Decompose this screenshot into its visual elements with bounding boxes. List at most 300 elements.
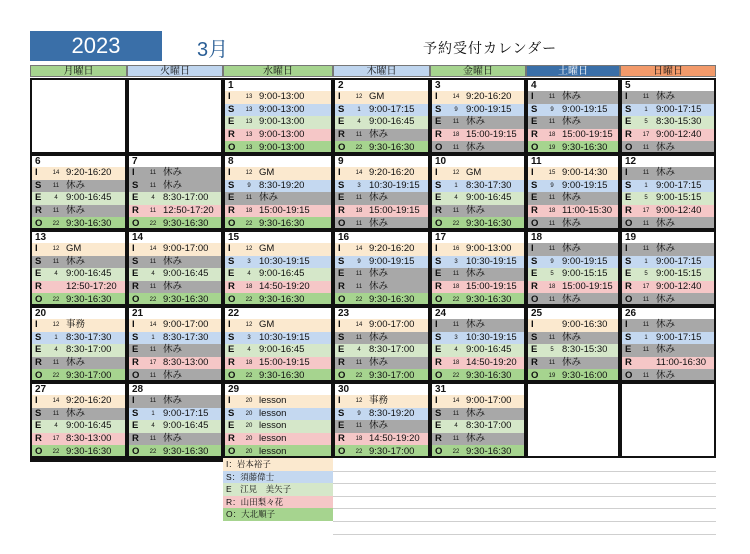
staff-initial: E [531, 268, 538, 280]
day-number: 4 [531, 80, 537, 91]
day-cell[interactable] [526, 154, 620, 230]
year-label: 2023 [30, 31, 162, 61]
shift-time: 休み [562, 116, 582, 128]
day-number: 22 [228, 308, 240, 319]
staff-initial: S [228, 103, 235, 115]
shift-code: 14 [52, 398, 60, 405]
shift-row [528, 205, 618, 218]
staff-initial: O [338, 217, 346, 229]
shift-time: 休み [562, 243, 582, 255]
day-number: 23 [338, 308, 350, 319]
staff-initial: O [435, 369, 443, 381]
shift-row [335, 281, 428, 294]
shift-time: 9:20-16:20 [369, 167, 415, 179]
shift-time: 14:50-19:20 [369, 433, 420, 445]
shift-code: 22 [52, 372, 60, 379]
shift-code: 11 [642, 347, 650, 354]
shift-time: 9:00-16:45 [66, 268, 112, 280]
day-cell[interactable] [223, 306, 333, 382]
shift-time: 休み [656, 217, 676, 229]
shift-time: 15:00-19:15 [562, 281, 613, 293]
day-cell[interactable] [223, 382, 333, 458]
shift-time: 休み [163, 281, 183, 293]
staff-initial: R [531, 205, 538, 217]
staff-initial: S [35, 179, 42, 191]
shift-code: 11 [548, 296, 556, 303]
shift-row [32, 281, 125, 294]
shift-time: 8:30-19:20 [259, 179, 305, 191]
day-number: 27 [35, 384, 47, 395]
shift-row [335, 357, 428, 370]
shift-time: 10:30-19:15 [466, 255, 517, 267]
staff-initial: E [625, 116, 632, 128]
day-cell[interactable] [127, 230, 223, 306]
day-number: 3 [435, 80, 441, 91]
shift-code: 9 [550, 258, 554, 265]
day-cell[interactable] [620, 154, 716, 230]
shift-time: 9:00-19:15 [562, 255, 608, 267]
shift-time: lesson [259, 433, 287, 445]
shift-time: 休み [369, 331, 389, 343]
shift-time: 休み [466, 407, 486, 419]
shift-row [622, 256, 714, 269]
shift-code: 18 [245, 360, 253, 367]
shift-code: 18 [245, 208, 253, 215]
shift-row [622, 192, 714, 205]
shift-code: 12 [355, 398, 363, 405]
staff-initial: O [625, 293, 633, 305]
staff-initial: I [625, 167, 628, 179]
day-number: 21 [132, 308, 144, 319]
shift-code: 4 [151, 423, 155, 430]
staff-initial: S [132, 179, 139, 191]
day-cell[interactable] [30, 382, 127, 458]
shift-row [32, 445, 125, 458]
staff-initial: I [35, 167, 38, 179]
staff-initial: O [338, 141, 346, 153]
staff-initial: S [435, 255, 442, 267]
staff-initial: E [132, 420, 139, 432]
day-cell[interactable] [127, 154, 223, 230]
shift-time: 9:00-12:40 [656, 205, 702, 217]
shift-time: 休み [656, 293, 676, 305]
shift-time: 休み [656, 91, 676, 103]
shift-time: 9:00-17:15 [163, 407, 209, 419]
shift-time: 休み [163, 344, 183, 356]
shift-code: 3 [247, 258, 251, 265]
shift-time: 9:30-16:30 [259, 217, 305, 229]
empty-day-cell [127, 458, 223, 462]
shift-row [32, 319, 125, 332]
note-line [333, 521, 716, 522]
shift-row [432, 369, 524, 382]
shift-row [335, 141, 428, 154]
staff-initial: S [132, 407, 139, 419]
shift-row [32, 167, 125, 180]
staff-initial: E [338, 268, 345, 280]
day-cell[interactable] [430, 230, 526, 306]
shift-code: 3 [454, 334, 458, 341]
shift-row [528, 256, 618, 269]
shift-row [129, 408, 221, 421]
shift-time: 8:30-19:20 [369, 407, 415, 419]
day-number: 5 [625, 80, 631, 91]
shift-time: 9:30-16:30 [163, 445, 209, 457]
shift-row [432, 192, 524, 205]
month-label: 3月 [197, 39, 229, 61]
shift-code: 13 [245, 132, 253, 139]
shift-row [129, 205, 221, 218]
shift-time: 休み [562, 357, 582, 369]
staff-initial: I [338, 319, 341, 331]
shift-code: 13 [245, 119, 253, 126]
shift-time: 8:30-17:30 [163, 331, 209, 343]
shift-time: 8:30-17:00 [66, 344, 112, 356]
shift-code: 11 [52, 360, 60, 367]
shift-code: 22 [149, 448, 157, 455]
day-cell[interactable] [430, 306, 526, 382]
day-number: 20 [35, 308, 47, 319]
shift-row [335, 256, 428, 269]
shift-code: 4 [357, 119, 361, 126]
shift-time: 休み [656, 141, 676, 153]
staff-initial: O [228, 293, 236, 305]
day-cell[interactable] [127, 382, 223, 458]
day-cell[interactable] [223, 154, 333, 230]
staff-initial: R [35, 281, 42, 293]
day-cell[interactable] [526, 78, 620, 154]
shift-code: 4 [151, 271, 155, 278]
shift-code: 11 [452, 144, 460, 151]
shift-row [335, 205, 428, 218]
shift-time: 休み [66, 179, 86, 191]
shift-code: 18 [245, 284, 253, 291]
shift-time: 休み [163, 255, 183, 267]
staff-initial: I [132, 167, 135, 179]
staff-initial: E [132, 344, 139, 356]
staff-initial: O [35, 293, 43, 305]
shift-row [622, 344, 714, 357]
shift-row [32, 293, 125, 306]
staff-initial: S [35, 255, 42, 267]
shift-code: 11 [355, 423, 363, 430]
shift-time: 休み [163, 433, 183, 445]
shift-time: 9:30-16:30 [66, 445, 112, 457]
shift-row [622, 180, 714, 193]
shift-time: 9:00-15:15 [656, 192, 702, 204]
day-cell[interactable] [430, 154, 526, 230]
staff-initial: I [228, 91, 231, 103]
staff-initial: E [435, 116, 442, 128]
shift-code: 9 [550, 106, 554, 113]
day-number: 15 [228, 232, 240, 243]
shift-row [129, 395, 221, 408]
shift-code: 22 [245, 220, 253, 227]
day-cell[interactable] [333, 154, 430, 230]
staff-initial: O [625, 369, 633, 381]
legend-item: S：須藤偉士 [223, 471, 333, 484]
shift-row [335, 445, 428, 458]
shift-code: 22 [355, 372, 363, 379]
shift-row [528, 281, 618, 294]
staff-initial: R [35, 205, 42, 217]
day-cell[interactable] [430, 382, 526, 458]
shift-row [432, 395, 524, 408]
shift-code: 11 [642, 170, 650, 177]
day-number: 30 [338, 384, 350, 395]
shift-time: 9:30-16:30 [466, 445, 512, 457]
shift-time: 9:00-17:00 [369, 319, 415, 331]
day-number: 17 [435, 232, 447, 243]
shift-time: 9:30-16:30 [163, 293, 209, 305]
shift-code: 20 [245, 448, 253, 455]
shift-code: 4 [454, 195, 458, 202]
shift-code: 4 [54, 423, 58, 430]
staff-initial: E [338, 344, 345, 356]
shift-time: 10:30-19:15 [369, 179, 420, 191]
shift-code: 1 [644, 258, 648, 265]
shift-time: 休み [369, 192, 389, 204]
shift-time: 休み [562, 293, 582, 305]
shift-time: 9:30-16:00 [562, 369, 608, 381]
shift-code: 11 [548, 94, 556, 101]
staff-initial: E [625, 268, 632, 280]
shift-code: 22 [452, 448, 460, 455]
staff-initial: E [435, 420, 442, 432]
staff-initial: R [435, 281, 442, 293]
shift-time: 9:00-16:45 [466, 344, 512, 356]
day-cell[interactable] [223, 230, 333, 306]
shift-code: 1 [151, 410, 155, 417]
note-line [333, 508, 716, 509]
staff-initial: S [338, 103, 345, 115]
day-number: 26 [625, 308, 637, 319]
day-cell[interactable] [333, 382, 430, 458]
shift-row [225, 217, 331, 230]
shift-row [225, 408, 331, 421]
shift-time: 10:30-19:15 [259, 255, 310, 267]
day-cell[interactable] [30, 306, 127, 382]
shift-code: 4 [454, 423, 458, 430]
shift-time: 9:00-16:30 [562, 319, 608, 331]
day-number: 12 [625, 156, 637, 167]
shift-time: 休み [66, 357, 86, 369]
shift-time: 9:30-17:00 [369, 369, 415, 381]
shift-row [622, 141, 714, 154]
shift-row [432, 91, 524, 104]
shift-code: 13 [245, 94, 253, 101]
shift-time: 9:30-16:30 [66, 217, 112, 229]
day-number: 7 [132, 156, 138, 167]
day-cell[interactable] [620, 78, 716, 154]
shift-time: 9:30-16:30 [562, 141, 608, 153]
day-cell[interactable] [333, 230, 430, 306]
shift-row [32, 268, 125, 281]
shift-time: 9:30-17:00 [66, 369, 112, 381]
shift-row [32, 205, 125, 218]
day-cell[interactable] [430, 78, 526, 154]
shift-time: 9:00-13:00 [259, 141, 305, 153]
day-number: 11 [531, 156, 542, 167]
staff-initial: S [132, 255, 139, 267]
staff-initial: O [35, 445, 43, 457]
weekday-header: 火曜日 [127, 65, 223, 77]
shift-row [432, 243, 524, 256]
shift-time: 9:20-16:20 [66, 167, 112, 179]
shift-code: 11 [642, 144, 650, 151]
shift-code: 11 [149, 182, 157, 189]
day-number: 18 [531, 232, 543, 243]
shift-code: 11 [355, 284, 363, 291]
shift-time: 9:00-19:15 [369, 255, 415, 267]
shift-time: 9:00-17:15 [656, 331, 702, 343]
shift-time: 休み [656, 243, 676, 255]
shift-time: 9:30-16:30 [466, 217, 512, 229]
shift-code: 22 [149, 296, 157, 303]
day-cell[interactable] [620, 306, 716, 382]
staff-initial: O [132, 369, 140, 381]
staff-initial: S [338, 407, 345, 419]
shift-row [225, 319, 331, 332]
shift-code: 11 [355, 360, 363, 367]
shift-time: GM [259, 167, 275, 179]
day-number: 29 [228, 384, 240, 395]
shift-code: 11 [452, 410, 460, 417]
shift-time: 休み [656, 344, 676, 356]
day-cell[interactable] [333, 306, 430, 382]
day-number: 28 [132, 384, 144, 395]
shift-row [432, 445, 524, 458]
staff-initial: R [132, 205, 139, 217]
shift-code: 11 [642, 220, 650, 227]
day-cell[interactable] [30, 230, 127, 306]
shift-time: 10:30-19:15 [259, 331, 310, 343]
staff-initial: I [435, 395, 438, 407]
day-cell[interactable] [620, 230, 716, 306]
shift-time: 9:20-16:20 [466, 91, 512, 103]
shift-row [129, 281, 221, 294]
shift-time: 9:00-19:15 [562, 179, 608, 191]
day-number: 9 [338, 156, 344, 167]
shift-row [432, 167, 524, 180]
day-cell[interactable] [127, 306, 223, 382]
staff-initial: E [35, 268, 42, 280]
shift-time: 休み [369, 357, 389, 369]
shift-row [32, 408, 125, 421]
shift-code: 9 [247, 182, 251, 189]
day-cell[interactable] [526, 230, 620, 306]
shift-row [32, 192, 125, 205]
shift-time: 9:30-16:30 [466, 369, 512, 381]
shift-row [225, 268, 331, 281]
shift-row [225, 433, 331, 446]
shift-code: 14 [355, 322, 363, 329]
shift-time: GM [259, 319, 275, 331]
staff-initial: R [531, 357, 538, 369]
shift-row [432, 268, 524, 281]
shift-time: 9:00-19:15 [466, 103, 512, 115]
day-number: 2 [338, 80, 344, 91]
day-cell[interactable] [223, 78, 333, 154]
shift-time: 8:30-17:30 [66, 331, 112, 343]
day-cell[interactable] [526, 306, 620, 382]
staff-initial: O [338, 369, 346, 381]
staff-initial: O [338, 445, 346, 457]
staff-initial: S [435, 407, 442, 419]
staff-initial: E [625, 344, 632, 356]
shift-code: 11 [642, 372, 650, 379]
staff-initial: O [435, 445, 443, 457]
staff-initial: I [338, 167, 341, 179]
day-cell[interactable] [30, 154, 127, 230]
shift-code: 5 [644, 119, 648, 126]
staff-initial: R [338, 205, 345, 217]
shift-code: 1 [644, 334, 648, 341]
shift-time: 9:00-15:15 [562, 268, 608, 280]
shift-row [528, 129, 618, 142]
shift-row [432, 281, 524, 294]
staff-initial: I [435, 91, 438, 103]
shift-code: 11 [452, 436, 460, 443]
shift-time: 休み [466, 268, 486, 280]
shift-code: 9 [357, 410, 361, 417]
day-number: 14 [132, 232, 144, 243]
shift-time: 9:00-17:15 [656, 179, 702, 191]
staff-initial: S [531, 331, 538, 343]
shift-code: 1 [54, 334, 58, 341]
staff-initial: R [531, 129, 538, 141]
shift-code: 11 [52, 410, 60, 417]
shift-time: GM [259, 243, 275, 255]
shift-row [225, 281, 331, 294]
shift-row [335, 180, 428, 193]
shift-time: lesson [259, 445, 287, 457]
staff-initial: S [625, 103, 632, 115]
shift-time: 12:50-17:20 [163, 205, 214, 217]
shift-row [622, 281, 714, 294]
staff-initial: O [435, 141, 443, 153]
staff-initial: O [435, 293, 443, 305]
shift-time: 9:00-16:45 [66, 192, 112, 204]
shift-row [32, 344, 125, 357]
shift-time: 11:00-16:30 [656, 357, 707, 369]
staff-initial: S [625, 255, 632, 267]
staff-initial: R [35, 433, 42, 445]
shift-code: 9 [550, 182, 554, 189]
shift-code: 13 [245, 106, 253, 113]
shift-code: 5 [644, 195, 648, 202]
staff-initial: S [531, 103, 538, 115]
empty-day-cell [30, 78, 127, 154]
shift-row [32, 420, 125, 433]
day-cell[interactable] [333, 78, 430, 154]
shift-code: 4 [54, 347, 58, 354]
shift-code: 12 [52, 322, 60, 329]
staff-initial: R [435, 357, 442, 369]
shift-row [129, 217, 221, 230]
shift-time: 休み [656, 167, 676, 179]
shift-code: 11 [452, 322, 460, 329]
shift-row [622, 268, 714, 281]
shift-row [129, 192, 221, 205]
shift-code: 12 [245, 322, 253, 329]
shift-code: 9 [357, 258, 361, 265]
note-line [333, 496, 716, 497]
shift-code: 14 [452, 398, 460, 405]
day-number: 1 [228, 80, 234, 91]
legend-item: I：岩本裕子 [223, 458, 333, 471]
shift-time: 14:50-19:20 [259, 281, 310, 293]
